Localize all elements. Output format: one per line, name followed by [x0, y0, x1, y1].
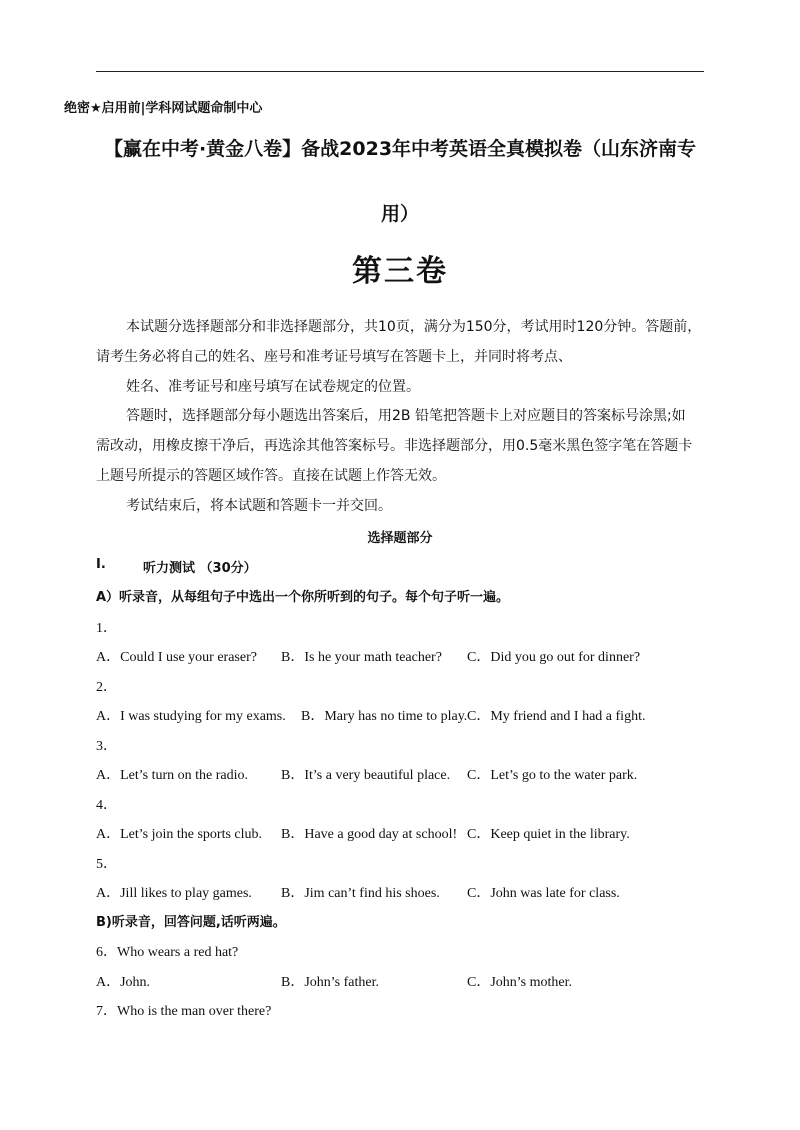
question-number: 1． [96, 621, 117, 636]
option-b: B．Have a good day at school! [281, 827, 458, 842]
instruction-p1a: 本试题分选择题部分和非选择题部分，共10页，满分为150分，考试用时120分钟。答题前， [126, 319, 702, 335]
question-7-text: 7．Who is the man over there? [96, 1004, 272, 1019]
option-b: B．Jim can’t find his shoes. [281, 886, 440, 901]
instruction-p3c: 上题号所提示的答题区域作答。直接在试题上作答无效。 [96, 468, 446, 484]
option-c: C．John’s mother. [467, 975, 573, 990]
option-a: A．Let’s turn on the radio. [96, 768, 249, 783]
option-a: A．John. [96, 975, 151, 990]
option-c: C．Keep quiet in the library. [467, 827, 630, 842]
option-b: B．It’s a very beautiful place. [281, 768, 451, 783]
question-6-text: 6．Who wears a red hat? [96, 945, 239, 960]
question-number: 3． [96, 739, 117, 754]
part-number: I. [96, 557, 106, 572]
section-title: 选择题部分 [367, 531, 433, 546]
question-number: 2． [96, 680, 117, 695]
instruction-p1b: 请考生务必将自己的姓名、座号和准考证号填写在答题卡上，并同时将考点、 [96, 349, 572, 365]
subsection-b-title: B)听录音，回答问题,话听两遍。 [96, 915, 286, 930]
option-b: B．John’s father. [281, 975, 379, 990]
instruction-p3a: 答题时，选择题部分每小题选出答案后，用2B 铅笔把答题卡上对应题目的答案标号涂黑;如 [126, 408, 686, 424]
option-a: A．I was studying for my exams. [96, 709, 286, 724]
subsection-a-title: A）听录音，从每组句子中选出一个你所听到的句子。每个句子听一遍。 [96, 590, 510, 605]
instruction-p2: 姓名、准考证号和座号填写在试卷规定的位置。 [126, 379, 420, 395]
exam-title-line1: 【赢在中考·黄金八卷】备战2023年中考英语全真模拟卷（山东济南专 [103, 138, 697, 160]
option-b: B．Is he your math teacher? [281, 650, 442, 665]
instruction-p3b: 需改动，用橡皮擦干净后，再选涂其他答案标号。非选择题部分，用0.5毫米黑色签字笔在答题卡 [96, 438, 693, 454]
exam-title-line2: 用） [380, 203, 419, 225]
option-a: A．Could I use your eraser? [96, 650, 257, 665]
part-title: 听力测试 （30分） [143, 561, 257, 576]
option-a: A．Let’s join the sports club. [96, 827, 263, 842]
option-a: A．Jill likes to play games. [96, 886, 252, 901]
question-number: 4． [96, 798, 117, 813]
option-c: C．Did you go out for dinner? [467, 650, 641, 665]
question-number: 5． [96, 857, 117, 872]
instruction-p4: 考试结束后，将本试题和答题卡一并交回。 [126, 498, 392, 514]
top-rule [96, 71, 704, 72]
secret-label: 绝密★启用前|学科网试题命制中心 [64, 101, 263, 116]
option-b: B．Mary has no time to play. [301, 709, 468, 724]
option-c: C．Let’s go to the water park. [467, 768, 638, 783]
volume-title: 第三卷 [352, 254, 448, 289]
option-c: C．My friend and I had a fight. [467, 709, 646, 724]
option-c: C．John was late for class. [467, 886, 620, 901]
